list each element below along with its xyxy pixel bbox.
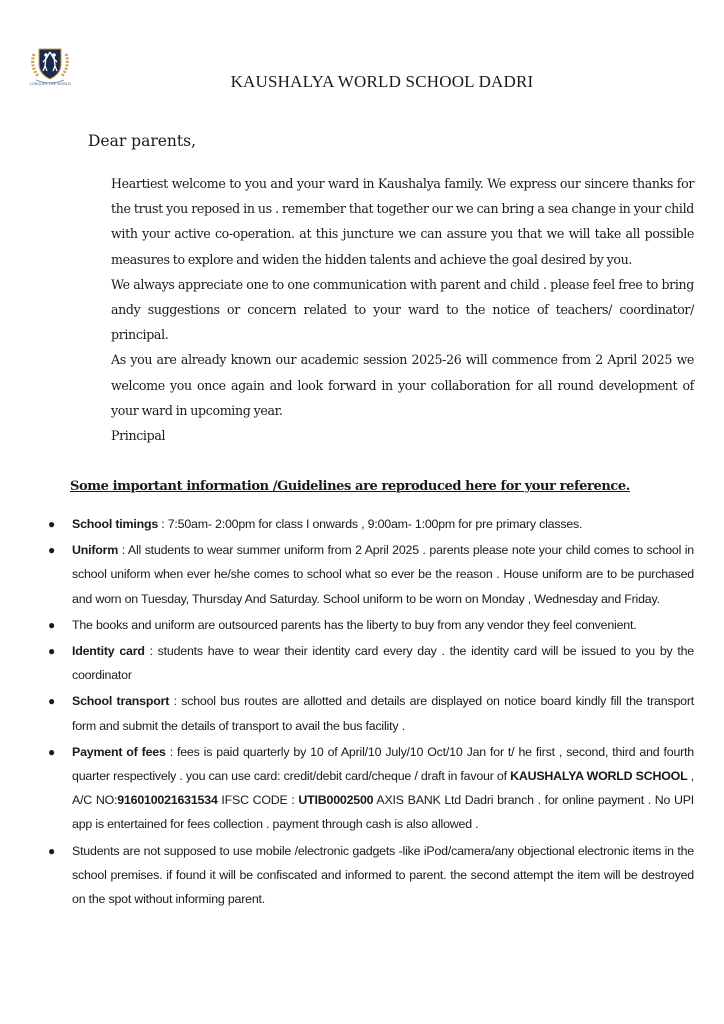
guideline-text: : All students to wear summer uniform from 2 April 2025 . parents please note your child comes to school in school uniform when ever he/she comes to school what so ever be the reason . House uniform are to be purchased and worn on Tuesday, Thursday And Saturday. School uniform to be worn on Monday , Wednesday and Friday. [72,543,694,606]
guideline-item-identity-card [46,639,694,687]
account-number: 916010021631534 [117,793,218,808]
school-title: KAUSHALYA WORLD SCHOOL DADRI [230,72,534,91]
guideline-text: AXIS BANK Ltd Dadri branch . for online payment . No UPI app is entertained for fees collection . payment through cash is also allowed . [72,793,695,832]
guideline-item-school-timings [46,512,694,536]
guideline-item-school-transport [46,689,694,737]
bullet-icon: ● [48,517,56,531]
account-number-label: , A/C NO: [72,769,694,808]
bullet-icon: ● [48,543,56,558]
guideline-label: School transport [72,694,170,709]
bullet-icon: ● [48,617,56,632]
letter-signature: Principal [111,428,166,444]
letter-paragraph: We always appreciate one to one communication with parent and child . please feel free to bring andy suggestions or concern related to your ward to the notice of teachers/ coordinator/ principal. [111,276,694,343]
bullet-icon: ● [48,843,56,858]
guideline-text: : school bus routes are allotted and details are displayed on notice board kindly fill the transport form and submit the details of transport to avail the bus facility . [72,694,694,733]
guideline-item-uniform [46,538,694,611]
bullet-icon: ● [48,644,56,659]
account-name: KAUSHALYA WORLD SCHOOL [510,769,688,784]
guideline-label: Uniform [72,543,119,558]
guideline-item-payment-of-fees [46,740,694,837]
ifsc-code: UTIB0002500 [298,793,374,808]
guidelines-heading: Some important information /Guidelines are reproduced here for your reference. [70,479,630,494]
guideline-text: : 7:50am- 2:00pm for class I onwards , 9:00am- 1:00pm for pre primary classes. [158,517,583,531]
welcome-letter [111,171,694,448]
letter-paragraph: Heartiest welcome to you and your ward in Kaushalya family. We express our sincere thanks for the trust you reposed in us . remember that together our we can bring a sea change in your child with your active co-operation. at this juncture we can assure you that we will take all possible measures to explore and widen the hidden talents and achieve the goal desired by you. [111,176,694,267]
letter-salutation: Dear parents, [88,132,197,150]
guidelines-list [46,512,694,913]
guideline-text: : fees is paid quarterly by 10 of April/10 July/10 Oct/10 Jan for t/ he first , second, third and fourth quarter respectively . you can use card: credit/debit card/cheque / draft in favour of [72,744,694,784]
ifsc-label: IFSC CODE : [217,793,299,808]
svg-text:CONQUER THE WORLD: CONQUER THE WORLD [29,82,71,86]
guideline-text: The books and uniform are outsourced parents has the liberty to buy from any vendor they feel convenient. [72,617,637,632]
guideline-item-electronic-gadgets [46,839,694,912]
guideline-text: : students have to wear their identity card every day . the identity card will be issued to you by the coordinator [72,644,694,683]
guideline-item-books [46,613,694,637]
guideline-label: Payment of fees [72,744,166,759]
guideline-label: Identity card [72,644,145,659]
bullet-icon: ● [48,694,56,709]
guideline-text: Students are not supposed to use mobile /electronic gadgets -like iPod/camera/any objectional electronic items in the school premises. if found it will be confiscated and informed to parent. the second attempt the item will be destroyed on the spot without informing parent. [72,843,694,907]
letter-paragraph: As you are already known our academic session 2025-26 will commence from 2 April 2025 we welcome you once again and look forward in your collaboration for all round development of your ward in upcoming year. [111,352,694,418]
bullet-icon: ● [48,744,56,759]
guideline-label: School timings [72,517,159,531]
